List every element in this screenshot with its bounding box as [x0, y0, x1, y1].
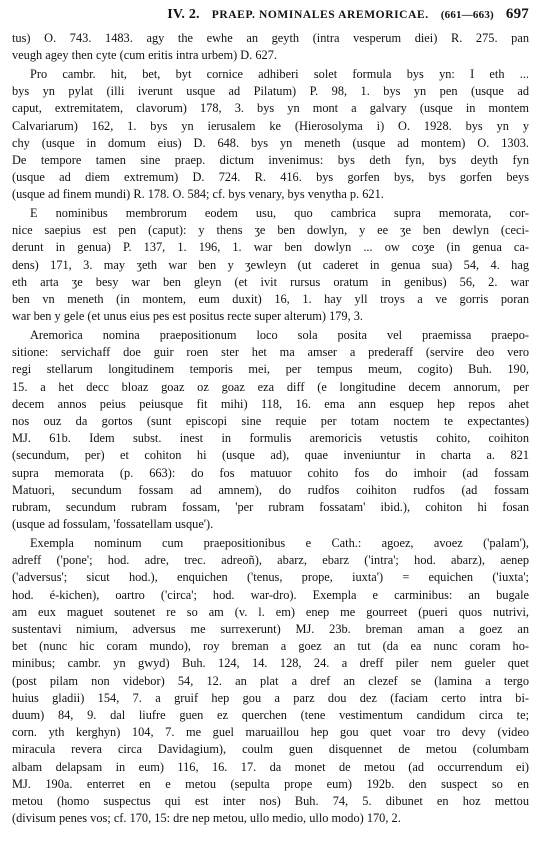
text-line: (post pilam non videbor) 54, 12. an plat a dref an clezef se (lamina a tergo [12, 673, 529, 688]
text-line: minibus; cambr. yn gwyd) Buh. 124, 14. 128, 24. a dreff piler nem gueler quet [12, 656, 529, 671]
text-line: metou (homo suspectus qui est inter nos) Buh. 74, 5. dibunet en hoz mettou [12, 793, 529, 808]
page-body [12, 30, 529, 827]
text-line: decem annos peius peiusque fit mihi) 118, 16. ema ann esquep hep repos ahet [12, 396, 529, 411]
text-line: duum) 84, 9. dal liufre guen ez querchen (tene vestimentum candidum circa te; [12, 707, 529, 722]
running-title: PRAEP. NOMINALES AREMORICAE. [211, 9, 429, 21]
text-line: chy (usque in domum eius) D. 648. bys yn meneth (usque ad montem) O. 1303. [12, 135, 529, 150]
text-line: eth arta ʒe besy war ben gleyn (et ivit rursus oratum in genibus) 56, 2. war [12, 274, 529, 289]
text-line: rubram, secundum rubram fossam, 'per rubram fossatam' ibid.), cohiton hi fosan [12, 499, 529, 514]
text-line: MJ. 190a. enterret en e metou (sepulta prope eum) 192b. den suspect so en [12, 776, 529, 791]
text-line: huius gladii) 154, 7. a gruif hep gou a parz dou dez (faciam certo intra bi- [12, 690, 529, 705]
text-line: Pro cambr. hit, bet, byt cornice adhiberi solet formula bys yn: I eth ... [30, 66, 529, 81]
text-line: 15. a het decc bloaz goaz oz goaz eza diff (e longitudine decem annorum, per [12, 379, 529, 394]
paragraph-range: (661—663) [440, 9, 494, 21]
text-line: veugh agey then cyte (cum eritis intra urbem) D. 627. [12, 48, 277, 63]
text-line: nice saepius est pen (caput): y thens ʒe ben dowlyn, y ee ʒe ben dewlyn (ceci- [12, 223, 529, 238]
paragraph [12, 327, 529, 533]
text-line: supra memorata (p. 663): do fos matuuor cohito fos do imhoir (ad fossam [12, 465, 529, 480]
text-line: bet (nunc hic coram mundo), roy breman a goez an tut (da ea nunc coram ho- [12, 639, 529, 654]
text-line: Calvariarum) 162, 1. bys yn ierusalem ke (Hierosolyma i) O. 1928. bys yn y [12, 118, 529, 133]
text-line: sustentavi nimium, adversus me surrexerunt) MJ. 23b. breman aman a goez an [12, 621, 529, 636]
text-line: ('adversus'; sicut hod.), enquichen ('tenus, prope, iuxta') = equichen ('iuxta'; [12, 570, 529, 585]
text-line: (secundum, per) et cohiton hi (usque ad), quae inveniuntur in charta a. 821 [12, 448, 529, 463]
text-line: regi stellarum longitudinem temporis mei, per tempus meum, cogito) Buh. 190, [12, 362, 529, 377]
text-line: caput, extremitatem, clavorum) 178, 3. bys yn mont a galvary (usque in montem [12, 101, 529, 116]
text-line: corn. yth kerghyn) 104, 7. me guel maruaillou hep gou quet voar tro devy (video [12, 725, 529, 740]
text-line: Matuori, secundum fossam ad amnem), do rudfos coihiton rudfos (ad fossam [12, 482, 529, 497]
text-line: sitione: servichaff doe guir roen ster het ma amser a prederaff (servire deo vero [12, 345, 529, 360]
text-line: De tempore tamen sine praep. dictum invenimus: bys deth fyn, bys deyth fyn [12, 152, 529, 167]
text-line: war ben y gele (et unus eius pes est positus recte super alterum) 179, 3. [12, 309, 364, 324]
text-line: Exempla nominum cum praepositionibus e Cath.: agoez, avoez ('palam'), [30, 535, 529, 550]
text-line: adreff ('pone'; hod. adre, trec. adreoñ), abarz, ebarz ('intra'; hod. abarz), aenep [12, 553, 529, 568]
text-line: derunt in genua) P. 137, 1. 196, 1. war ben dowlyn ... ow coʒe (in genua ca- [12, 240, 529, 255]
running-header [12, 6, 529, 30]
paragraph [12, 66, 529, 204]
section-number: IV. 2. [167, 7, 200, 22]
text-line: tus) O. 743. 1483. agy the ewhe an geyth (intra vesperum diei) R. 275. pan [12, 31, 529, 45]
text-line: albam delapsam in eum) 116, 16. 17. da monet de metou (ad occurrendum ei) [12, 759, 529, 774]
text-line: E nominibus membrorum eodem usu, quo cambrica supra memorata, cor- [30, 206, 529, 221]
text-line: (usque ad finem mundi) R. 178. O. 584; cf. bys venary, bys venytha p. 621. [12, 187, 384, 202]
text-line: (usque ad fossulam, 'fossatellam usque'). [12, 517, 214, 532]
paragraph [12, 30, 529, 64]
text-line: (usque ad diem extremum) D. 724. R. 416. bys gorfen bys, bys gorfen beys [12, 170, 529, 185]
paragraph [12, 535, 529, 827]
text-line: ben vn meneth (in montem, eum duxit) 16, 1. hay yll troys a ve gorris poran [12, 292, 529, 307]
page-number: 697 [505, 6, 529, 22]
text-line: (divisum penes vos; cf. 170, 15: dre nep metou, ullo medio, ullo modo) 170, 2. [12, 811, 401, 826]
text-line: bys yn pylat (illi iverunt usque ad Pilatum) P. 98, 1. bys yn pen (usque ad [12, 84, 529, 99]
text-line: Aremorica nomina praepositionum loco sola posita vel praemissa praepo- [30, 327, 529, 342]
text-line: am eux maguet soutenet re so am (v. l. em) enep me gourreet (pueri quos nutrivi, [12, 604, 529, 619]
text-line: nos ouz da gortos (sunt episcopi sine requie per totam noctem te expectantes) [12, 413, 529, 428]
paragraph [12, 205, 529, 325]
text-line: miracula revera circa Davidagium), coulm guen disquennet de metou (columbam [12, 742, 529, 757]
text-line: MJ. 61b. Idem subst. inest in formulis aremoricis vetustis cohito, coihiton [12, 431, 529, 446]
text-line: dens) 171, 3. may ʒeth war ben y ʒewleyn (ut caderet in genua sua) 54, 4. hag [12, 257, 529, 272]
text-line: hod. é-kichen), oartro ('circa'; hod. war-dro). Exempla e carminibus: an bugale [12, 587, 529, 602]
